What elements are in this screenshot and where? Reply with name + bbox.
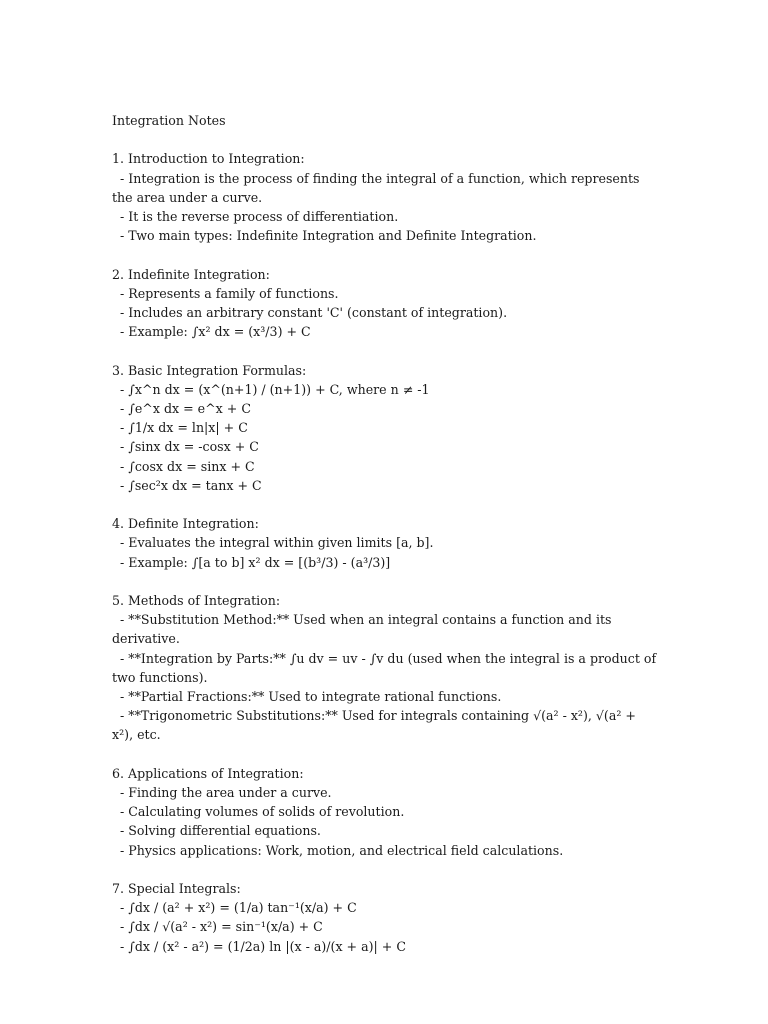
sections-container xyxy=(112,149,660,955)
list-item: - ∫sec²x dx = tanx + C xyxy=(112,477,262,493)
section-1 xyxy=(112,149,660,245)
list-item: - Two main types: Indefinite Integration and Definite Integration. xyxy=(112,228,537,244)
list-item: - ∫cosx dx = sinx + C xyxy=(112,458,255,474)
list-item: - **Partial Fractions:** Used to integrate rational functions. xyxy=(112,689,502,705)
section-heading: 4. Definite Integration: xyxy=(112,516,259,532)
section-heading: 2. Indefinite Integration: xyxy=(112,266,270,282)
section-6 xyxy=(112,764,660,860)
list-item: - **Substitution Method:** Used when an integral contains a function and its derivative. xyxy=(112,612,616,647)
section-heading: 7. Special Integrals: xyxy=(112,881,241,897)
list-item: - Solving differential equations. xyxy=(112,823,321,839)
section-heading: 5. Methods of Integration: xyxy=(112,593,281,608)
list-item: - Integration is the process of finding the integral of a function, which represents the area under a curve. xyxy=(112,170,644,205)
list-item: - Calculating volumes of solids of revolution. xyxy=(112,804,405,820)
section-3 xyxy=(112,361,660,495)
list-item: - Example: ∫[a to b] x² dx = [(b³/3) - (a³/3)] xyxy=(112,554,391,570)
list-item: - ∫e^x dx = e^x + C xyxy=(112,401,251,416)
section-heading: 3. Basic Integration Formulas: xyxy=(112,362,307,378)
section-heading: 6. Applications of Integration: xyxy=(112,765,304,781)
list-item: - Includes an arbitrary constant 'C' (constant of integration). xyxy=(112,305,508,320)
list-item: - Finding the area under a curve. xyxy=(112,785,332,801)
document-title: Integration Notes xyxy=(112,113,226,128)
section-5 xyxy=(112,591,660,745)
section-heading: 1. Introduction to Integration: xyxy=(112,151,305,167)
list-item: - **Integration by Parts:** ∫u dv = uv - ∫v du (used when the integral is a product of two functions). xyxy=(112,650,661,685)
list-item: - Evaluates the integral within given limits [a, b]. xyxy=(112,535,434,551)
list-item: - ∫dx / (x² - a²) = (1/2a) ln |(x - a)/(x + a)| + C xyxy=(112,938,406,954)
list-item: - ∫x^n dx = (x^(n+1) / (n+1)) + C, where n ≠ -1 xyxy=(112,381,430,397)
section-7 xyxy=(112,879,660,956)
list-item: - Example: ∫x² dx = (x³/3) + C xyxy=(112,324,311,340)
list-item: - **Trigonometric Substitutions:** Used for integrals containing √(a² - x²), √(a² + x²), etc. xyxy=(112,708,640,743)
list-item: - ∫sinx dx = -cosx + C xyxy=(112,439,259,455)
document-body xyxy=(112,111,660,956)
list-item: - ∫dx / √(a² - x²) = sin⁻¹(x/a) + C xyxy=(112,919,323,935)
section-2 xyxy=(112,265,660,342)
list-item: - ∫1/x dx = ln|x| + C xyxy=(112,420,248,436)
list-item: - It is the reverse process of differentiation. xyxy=(112,209,399,224)
list-item: - Physics applications: Work, motion, and electrical field calculations. xyxy=(112,842,564,858)
section-4 xyxy=(112,514,660,572)
list-item: - Represents a family of functions. xyxy=(112,285,339,301)
list-item: - ∫dx / (a² + x²) = (1/a) tan⁻¹(x/a) + C xyxy=(112,900,357,916)
